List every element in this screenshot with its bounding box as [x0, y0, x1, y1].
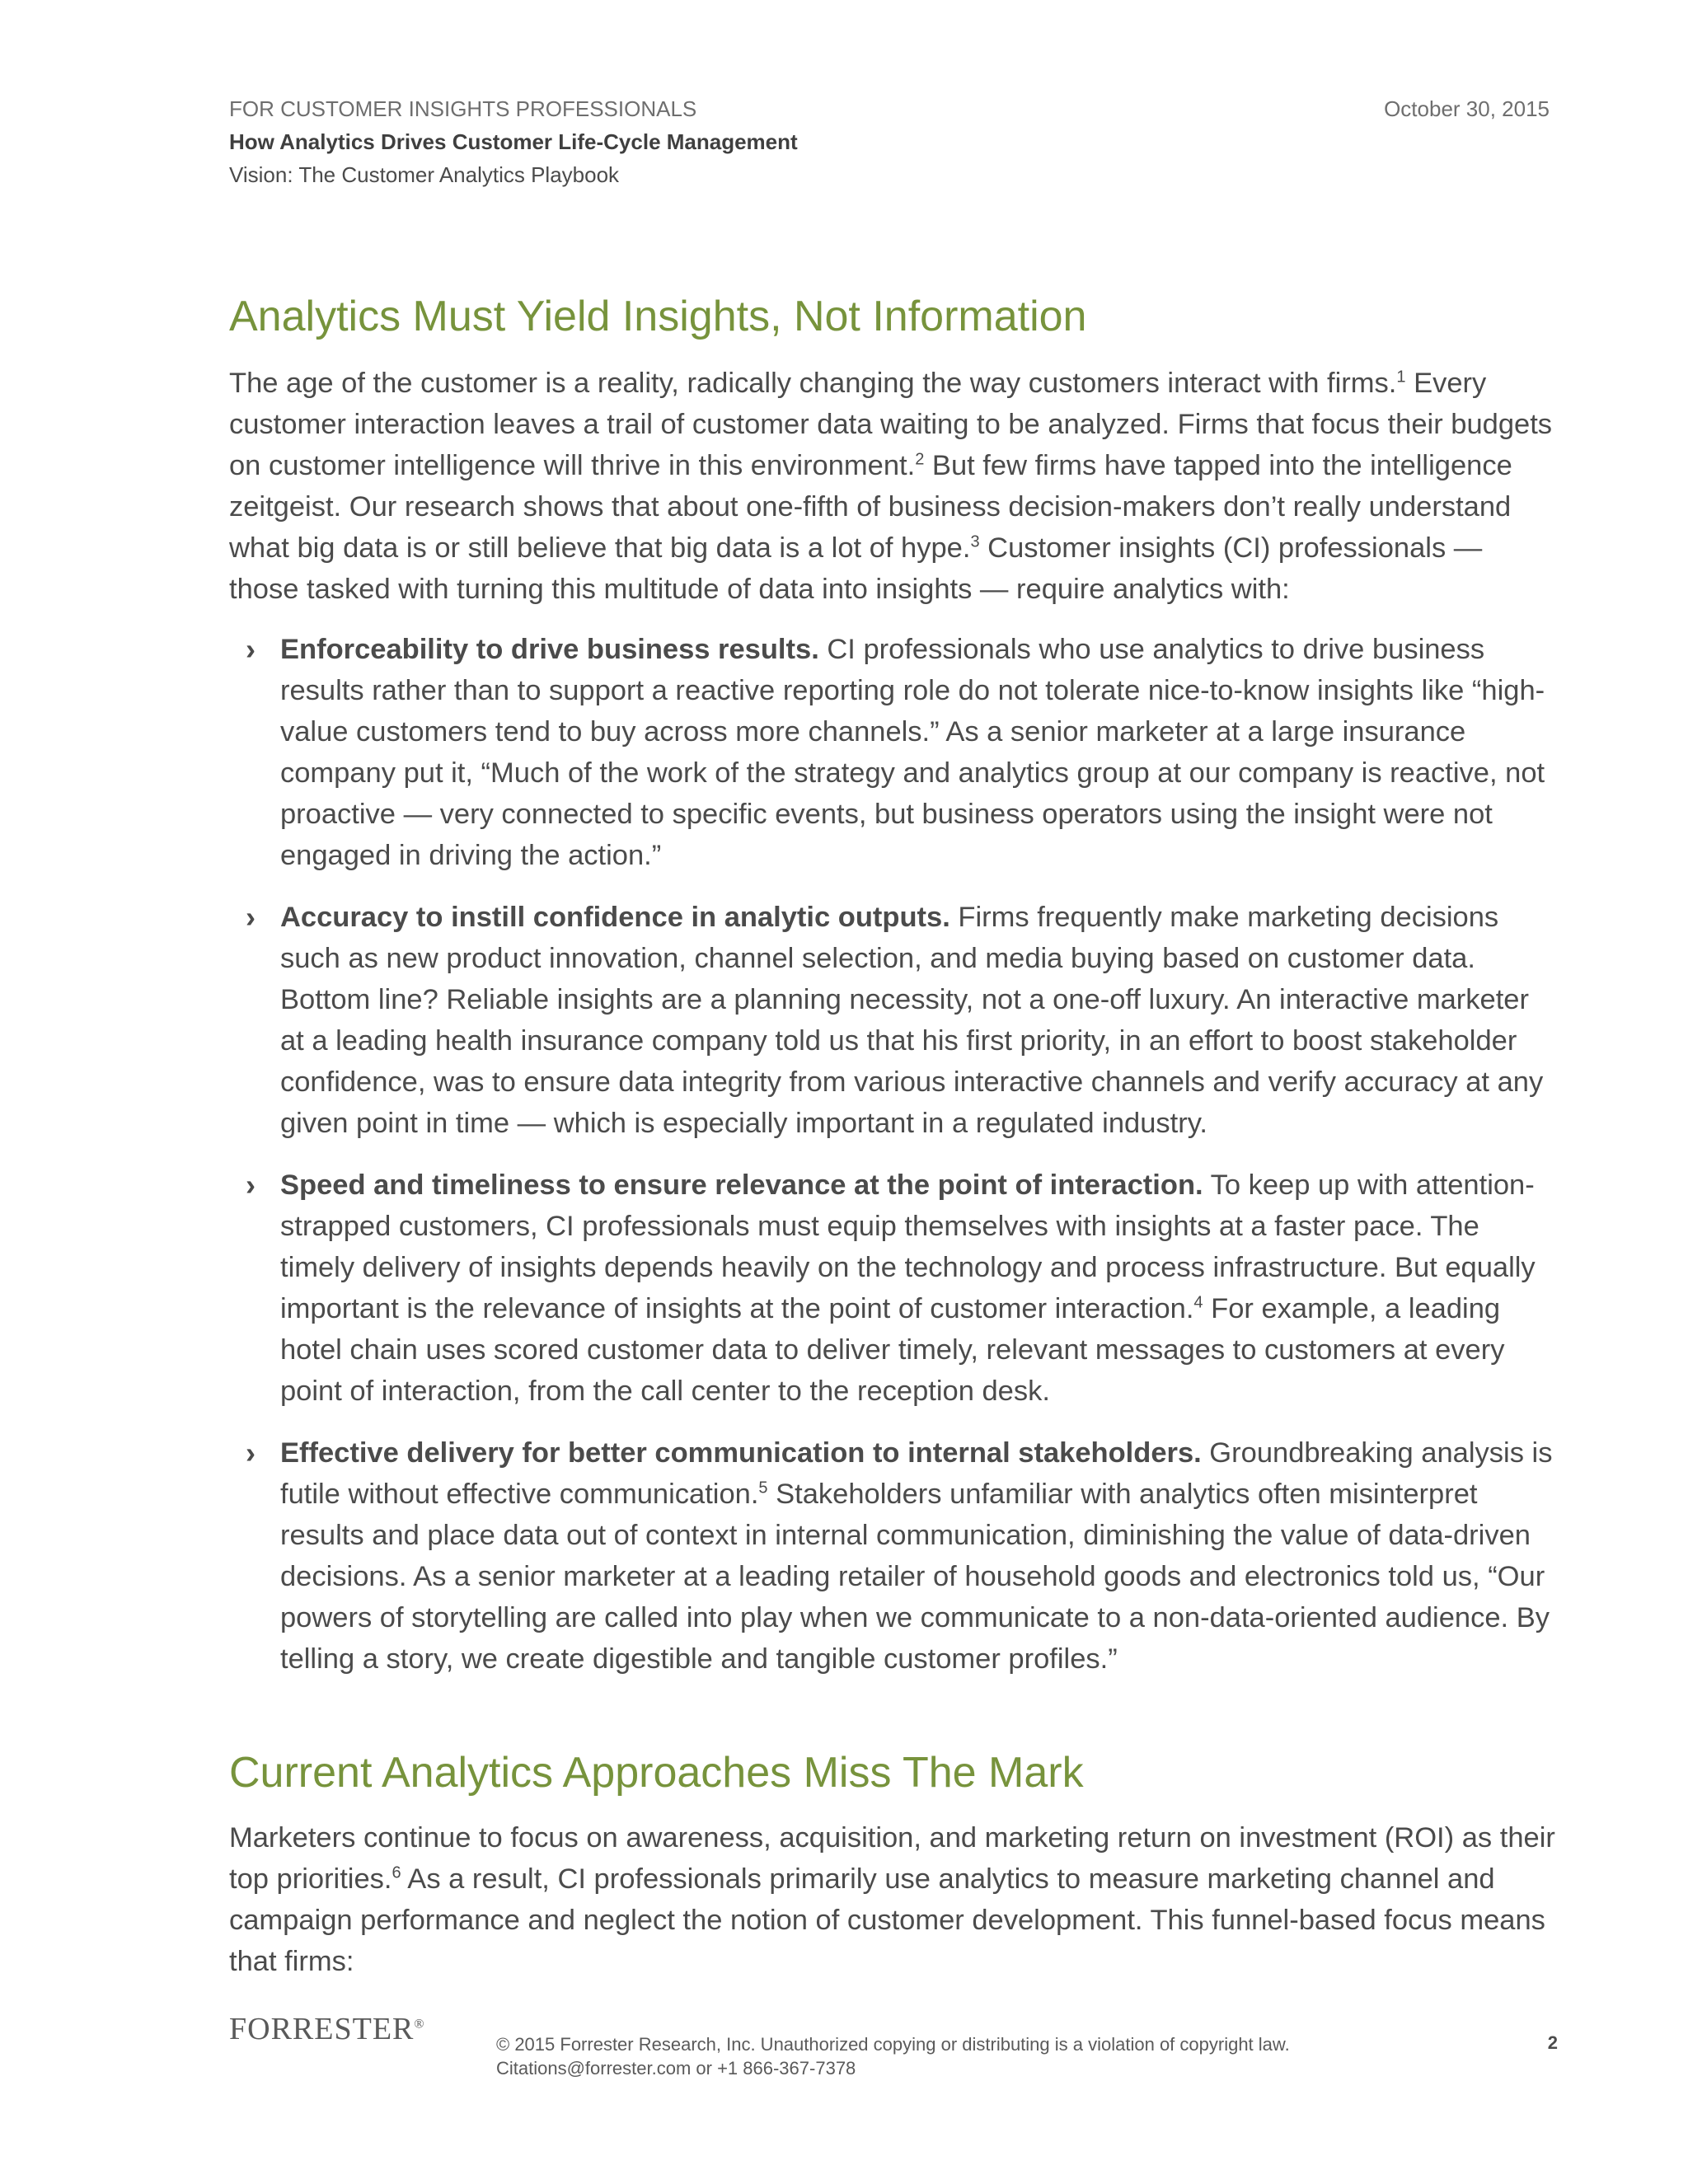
footnote-ref-4[interactable]: 4	[1193, 1293, 1203, 1312]
section2-paragraph	[229, 1817, 1556, 1982]
bullet-lead: Speed and timeliness to ensure relevance at the point of interaction.	[280, 1169, 1203, 1201]
contact-text[interactable]: Citations@forrester.com or +1 866-367-7378	[496, 2058, 856, 2079]
footnote-ref-6[interactable]: 6	[392, 1863, 401, 1882]
bullet-chevron-icon: ›	[246, 1168, 256, 1202]
requirements-list	[229, 629, 1558, 1700]
bullet-chevron-icon: ›	[246, 632, 256, 666]
list-item	[229, 1432, 1558, 1680]
bullet-text: Groundbreaking analysis is futile without effective communication.	[280, 1437, 1553, 1510]
section2-text-2: As a result, CI professionals primarily use analytics to measure marketing channel and campaign performance and neglect the notion of customer development. This funnel-based focus means that firms:	[229, 1863, 1545, 1977]
list-item	[229, 629, 1558, 876]
bullet-text-continued: For example, a leading hotel chain uses scored customer data to deliver timely, relevant messages to customers at every point of interaction, from the call center to the reception desk.	[280, 1293, 1505, 1407]
page-number: 2	[1547, 2032, 1558, 2053]
header-date: October 30, 2015	[1384, 96, 1550, 121]
section-heading-approaches: Current Analytics Approaches Miss The Mark	[229, 1749, 1084, 1797]
footnote-ref-3[interactable]: 3	[970, 532, 980, 551]
intro-text-1: The age of the customer is a reality, radically changing the way customers interact with firms.	[229, 368, 1397, 399]
copyright-text: © 2015 Forrester Research, Inc. Unauthorized copying or distributing is a violation of copyright law.	[496, 2034, 1290, 2055]
footnote-ref-2[interactable]: 2	[915, 450, 925, 469]
header-title: How Analytics Drives Customer Life-Cycle Management	[229, 129, 798, 154]
bullet-text: To keep up with attention-strapped customers, CI professionals must equip themselves with insights at a faster pace. The timely delivery of insights depends heavily on the technology and process infrastructure. But equally important is the relevance of insights at the point of customer interaction.	[280, 1169, 1536, 1324]
footnote-ref-5[interactable]: 5	[758, 1479, 768, 1497]
header-audience: FOR CUSTOMER INSIGHTS PROFESSIONALS	[229, 96, 697, 121]
bullet-text: Firms frequently make marketing decisions such as new product innovation, channel selection, and media buying based on customer data. Bottom line? Reliable insights are a planning necessity, not a one-off luxury. An interactive marketer at a leading health insurance company told us that his first priority, in an effort to boost stakeholder confidence, was to ensure data integrity from various interactive channels and verify accuracy at any given point in time — which is especially important in a regulated industry.	[280, 902, 1544, 1139]
footnote-ref-1[interactable]: 1	[1396, 368, 1406, 387]
intro-text-2: Every customer interaction leaves a trail of customer data waiting to be analyzed. Firms that focus their budgets on customer intelligence will thrive in this environment.	[229, 368, 1553, 481]
intro-paragraph	[229, 363, 1556, 610]
section1-intro	[229, 363, 1556, 610]
section2-text-1: Marketers continue to focus on awareness, acquisition, and marketing return on investment (ROI) as their top priorities.	[229, 1822, 1555, 1895]
list-item	[229, 1165, 1558, 1412]
bullet-lead: Effective delivery for better communication to internal stakeholders.	[280, 1437, 1202, 1469]
intro-text-4: Customer insights (CI) professionals — those tasked with turning this multitude of data into insights — require analytics with:	[229, 532, 1483, 605]
bullet-text: CI professionals who use analytics to drive business results rather than to support a reactive reporting role do not tolerate nice-to-know insights like “high-value customers tend to buy across more channels.” As a senior marketer at a large insurance company put it, “Much of the work of the strategy and analytics group at our company is reactive, not proactive — very connected to specific events, but business operators using the insight were not engaged in driving the action.”	[280, 634, 1545, 871]
forrester-logo	[229, 2011, 425, 2047]
bullet-lead: Accuracy to instill confidence in analytic outputs.	[280, 902, 950, 933]
logo-wordmark: FORRESTER	[229, 2012, 415, 2046]
header-subtitle: Vision: The Customer Analytics Playbook	[229, 162, 620, 187]
bullet-text-continued: Stakeholders unfamiliar with analytics often misinterpret results and place data out of context in internal communication, diminishing the value of data-driven decisions. As a senior marketer at a leading retailer of household goods and electronics told us, “Our powers of storytelling are called into play when we communicate to a non-data-oriented audience. By telling a story, we create digestible and tangible customer profiles.”	[280, 1479, 1550, 1675]
footer-copyright	[496, 2032, 1290, 2080]
document-header	[229, 92, 1550, 191]
section2-intro	[229, 1817, 1556, 1982]
bullet-chevron-icon: ›	[246, 900, 256, 934]
bullet-lead: Enforceability to drive business results.	[280, 634, 819, 665]
section-heading-insights: Analytics Must Yield Insights, Not Information	[229, 293, 1087, 340]
list-item	[229, 897, 1558, 1144]
bullet-chevron-icon: ›	[246, 1436, 256, 1469]
intro-text-3: But few firms have tapped into the intelligence zeitgeist. Our research shows that about one-fifth of business decision-makers don’t really understand what big data is or still believe that big data is a lot of hype.	[229, 450, 1512, 564]
registered-mark: ®	[414, 2017, 425, 2032]
